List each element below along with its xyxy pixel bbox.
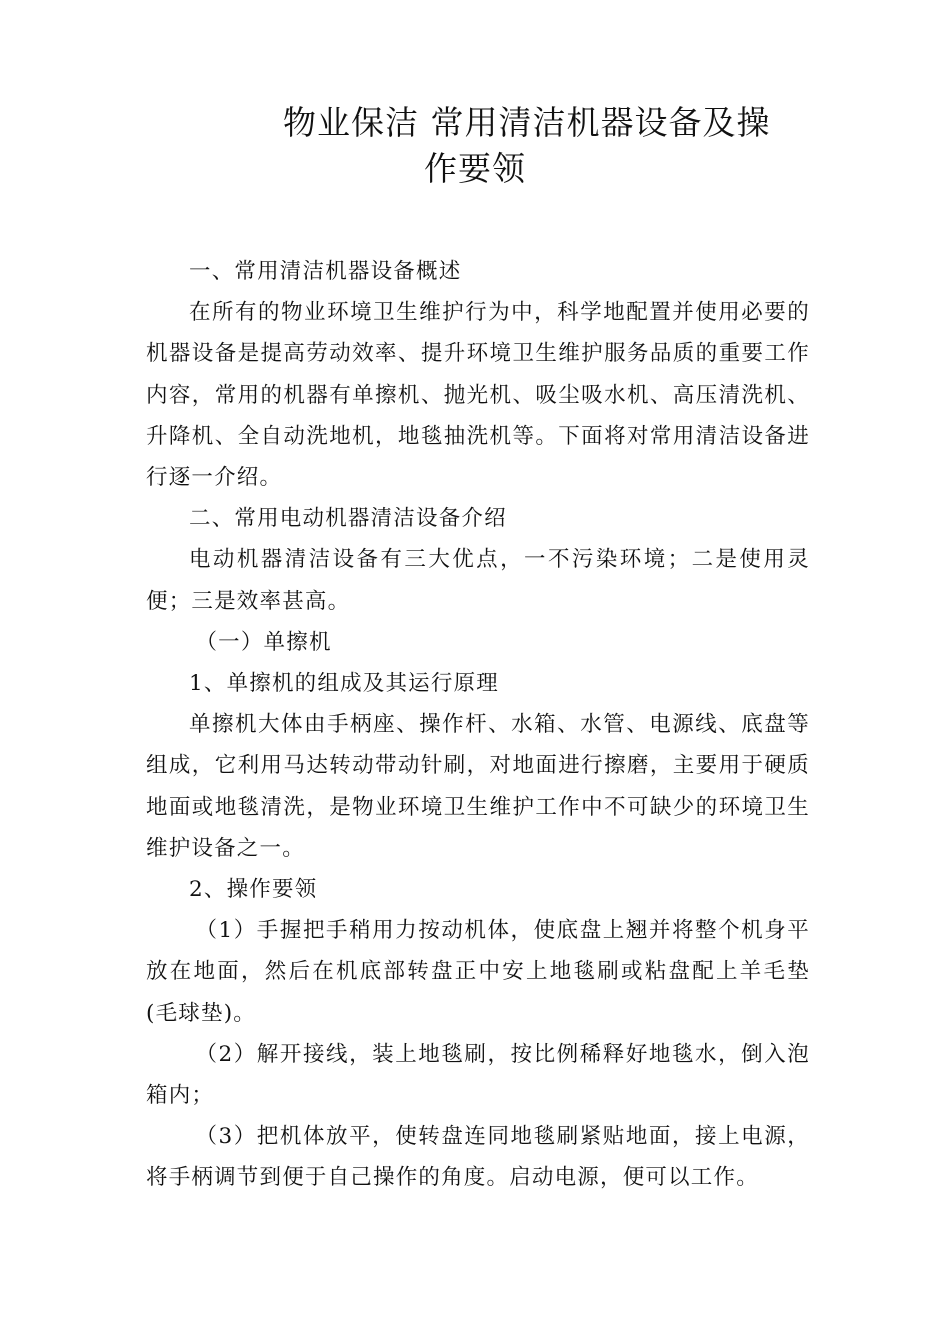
section-heading-1: 一、常用清洁机器设备概述 [189, 259, 462, 284]
title-line-2: 作要领 [424, 149, 526, 188]
paragraph-overview: 在所有的物业环境卫生维护行为中，科学地配置并使用必要的机器设备是提高劳动效率、提升环境卫生维护服务品质的重要工作内容，常用的机器有单擦机、抛光机、吸尘吸水机、高压清洗机、升降机、全自动洗地机，地毯抽洗机等。下面将对常用清洁设备进行逐一介绍。 [146, 300, 810, 491]
title-line-1: 物业保洁 常用清洁机器设备及操 [283, 103, 771, 142]
document-body [146, 251, 810, 1199]
subsection-heading-single-scrubber: （一）单擦机 [195, 629, 332, 655]
operation-step-2: （2）解开接线，装上地毯刷，按比例稀释好地毯水，倒入泡箱内； [146, 1041, 810, 1109]
paragraph-advantages: 电动机器清洁设备有三大优点，一不污染环境；二是使用灵便；三是效率甚高。 [146, 547, 810, 614]
document-title [140, 100, 840, 192]
item-heading-composition: 1、单擦机的组成及其运行原理 [189, 671, 499, 697]
paragraph-composition: 单擦机大体由手柄座、操作杆、水箱、水管、电源线、底盘等组成，它利用马达转动带动针刷，对地面进行擦磨，主要用于硬质地面或地毯清洗，是物业环境卫生维护工作中不可缺少的环境卫生维护设备之一。 [146, 712, 810, 861]
item-heading-operation: 2、操作要领 [189, 877, 318, 903]
section-heading-2: 二、常用电动机器清洁设备介绍 [189, 506, 507, 532]
operation-step-3: （3）把机体放平，使转盘连同地毯刷紧贴地面，接上电源，将手柄调节到便于自己操作的角度。启动电源，便可以工作。 [146, 1124, 810, 1191]
operation-step-1: （1）手握把手稍用力按动机体，使底盘上翘并将整个机身平放在地面，然后在机底部转盘正中安上地毯刷或粘盘配上羊毛垫(毛球垫)。 [146, 918, 810, 1026]
